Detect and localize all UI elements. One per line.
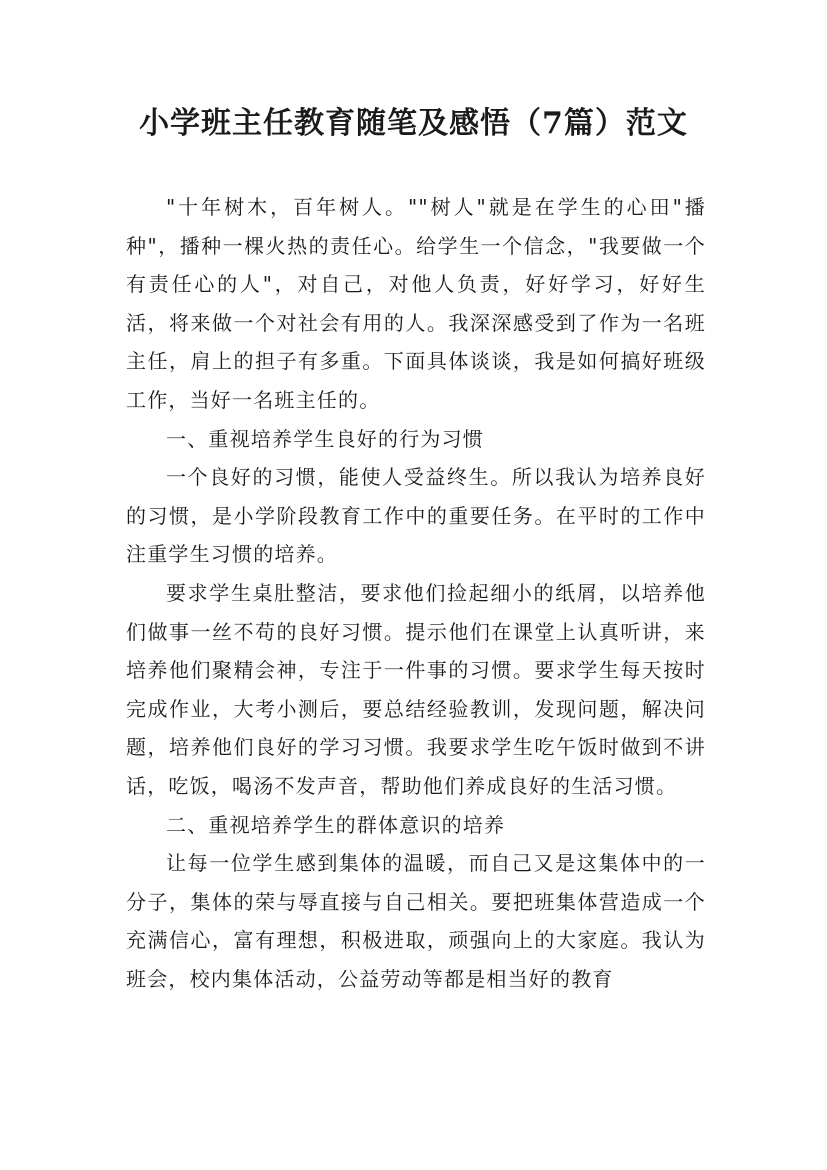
section-heading-2: 二、重视培养学生的群体意识的培养 <box>166 812 506 837</box>
paragraph-collective: 让每一位学生感到集体的温暖，而自己又是这集体中的一分子，集体的荣与辱直接与自己相关。要把班集体营造成一个充满信心，富有理想，积极进取，顽强向上的大家庭。我认为班会，校内集体活动，公益劳动等都是相当好的教育 <box>126 851 706 991</box>
paragraph-intro: "十年树木，百年树人。""树人"就是在学生的心田"播种"，播种一棵火热的责任心。给学生一个信念，"我要做一个有责任心的人"，对自己，对他人负责，好好学习，好好生活，将来做一个对社会有用的人。我深深感受到了作为一名班主任，肩上的担子有多重。下面具体谈谈，我是如何搞好班级工作，当好一名班主任的。 <box>126 195 706 412</box>
paragraph-requirements: 要求学生桌肚整洁，要求他们捡起细小的纸屑，以培养他们做事一丝不苟的良好习惯。提示他们在课堂上认真听讲，来培养他们聚精会神，专注于一件事的习惯。要求学生每天按时完成作业，大考小测后，要总结经验教训，发现问题，解决问题，培养他们良好的学习习惯。我要求学生吃午饭时做到不讲话，吃饭，喝汤不发声音，帮助他们养成良好的生活习惯。 <box>126 580 706 798</box>
document-body <box>126 188 706 998</box>
section-heading-1: 一、重视培养学生良好的行为习惯 <box>166 426 484 451</box>
document-title: 小学班主任教育随笔及感悟（7篇）范文 <box>139 106 688 141</box>
paragraph-habits: 一个良好的习惯，能使人受益终生。所以我认为培养良好的习惯，是小学阶段教育工作中的重要任务。在平时的工作中注重学生习惯的培养。 <box>126 465 706 567</box>
